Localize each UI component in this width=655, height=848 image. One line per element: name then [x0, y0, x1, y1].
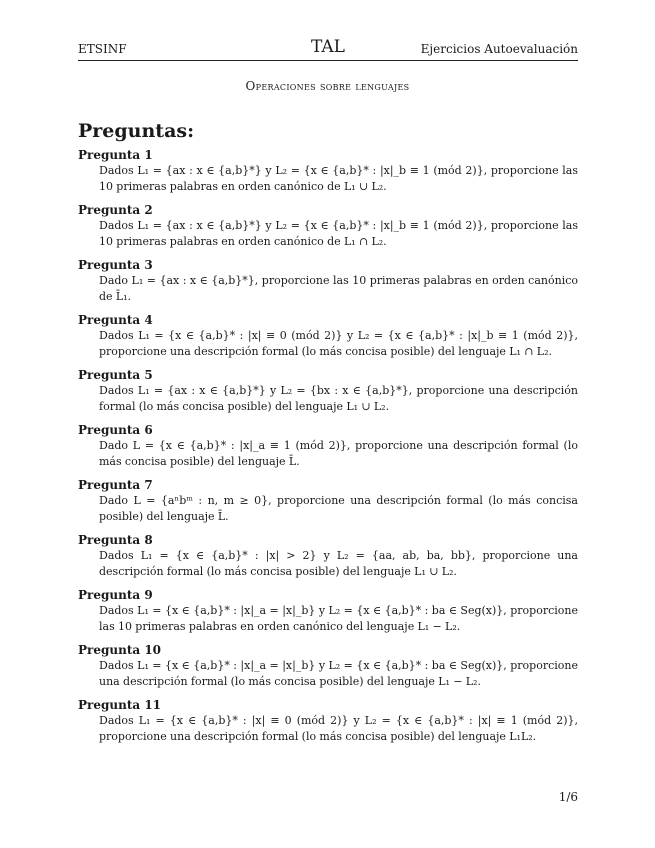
question-text: Dados L₁ = {ax : x ∈ {a,b}*} y L₂ = {bx : x ∈ {a,b}*}, proporcione una descripción formal (lo más concisa posible) del lenguaje L₁ ∪ L₂.: [99, 384, 578, 413]
question-3: [78, 258, 578, 305]
question-text: Dados L₁ = {ax : x ∈ {a,b}*} y L₂ = {x ∈ {a,b}* : |x|_b ≡ 1 (mód 2)}, proporcione las 10 primeras palabras en orden canónico de L₁ ∩ L₂.: [99, 219, 578, 248]
header-center: TAL: [311, 37, 345, 57]
section-title: Operaciones sobre lenguajes: [245, 79, 410, 93]
page-header: [78, 36, 578, 61]
question-title: Pregunta 9: [78, 588, 153, 602]
header-left: ETSINF: [78, 42, 127, 56]
questions-heading: Preguntas:: [78, 120, 195, 142]
question-2: [78, 203, 578, 250]
question-6: [78, 423, 578, 470]
question-title: Pregunta 11: [78, 698, 162, 712]
question-title: Pregunta 3: [78, 258, 153, 272]
question-1: [78, 148, 578, 195]
question-text: Dado L = {x ∈ {a,b}* : |x|_a ≡ 1 (mód 2)}, proporcione una descripción formal (lo más concisa posible) del lenguaje L̄.: [99, 439, 578, 468]
question-5: [78, 368, 578, 415]
question-title: Pregunta 6: [78, 423, 153, 437]
question-text: Dados L₁ = {x ∈ {a,b}* : |x| ≡ 0 (mód 2)} y L₂ = {x ∈ {a,b}* : |x|_b ≡ 1 (mód 2)}, proporcione una descripción formal (lo más concisa posible) del lenguaje L₁ ∩ L₂.: [99, 329, 578, 358]
question-title: Pregunta 10: [78, 643, 162, 657]
question-title: Pregunta 5: [78, 368, 153, 382]
question-8: [78, 533, 578, 580]
question-4: [78, 313, 578, 360]
question-text: Dados L₁ = {x ∈ {a,b}* : |x| ≡ 0 (mód 2)} y L₂ = {x ∈ {a,b}* : |x| ≡ 1 (mód 2)}, proporcione una descripción formal (lo más concisa posible) del lenguaje L₁L₂.: [99, 714, 578, 743]
question-11: [78, 698, 578, 745]
question-7: [78, 478, 578, 525]
question-title: Pregunta 2: [78, 203, 153, 217]
question-title: Pregunta 1: [78, 148, 153, 162]
question-title: Pregunta 4: [78, 313, 153, 327]
question-text: Dados L₁ = {x ∈ {a,b}* : |x|_a = |x|_b} y L₂ = {x ∈ {a,b}* : ba ∈ Seg(x)}, proporcione una descripción formal (lo más concisa posible) del lenguaje L₁ − L₂.: [99, 659, 578, 688]
question-text: Dado L = {aⁿbᵐ : n, m ≥ 0}, proporcione una descripción formal (lo más concisa posible) del lenguaje L̄.: [99, 494, 578, 523]
question-10: [78, 643, 578, 690]
question-list: [78, 148, 578, 753]
question-9: [78, 588, 578, 635]
question-title: Pregunta 8: [78, 533, 153, 547]
question-text: Dados L₁ = {ax : x ∈ {a,b}*} y L₂ = {x ∈ {a,b}* : |x|_b ≡ 1 (mód 2)}, proporcione las 10 primeras palabras en orden canónico de L₁ ∪ L₂.: [99, 164, 578, 193]
question-text: Dados L₁ = {x ∈ {a,b}* : |x| > 2} y L₂ = {aa, ab, ba, bb}, proporcione una descripción formal (lo más concisa posible) del lenguaje L₁ ∪ L₂.: [99, 549, 578, 578]
question-text: Dados L₁ = {x ∈ {a,b}* : |x|_a = |x|_b} y L₂ = {x ∈ {a,b}* : ba ∈ Seg(x)}, proporcione las 10 primeras palabras en orden canónico del lenguaje L₁ − L₂.: [99, 604, 578, 633]
header-right: Ejercicios Autoevaluación: [420, 42, 578, 56]
question-text: Dado L₁ = {ax : x ∈ {a,b}*}, proporcione las 10 primeras palabras en orden canónico de L̄₁.: [99, 274, 578, 303]
question-title: Pregunta 7: [78, 478, 153, 492]
page-number: 1/6: [558, 790, 578, 804]
